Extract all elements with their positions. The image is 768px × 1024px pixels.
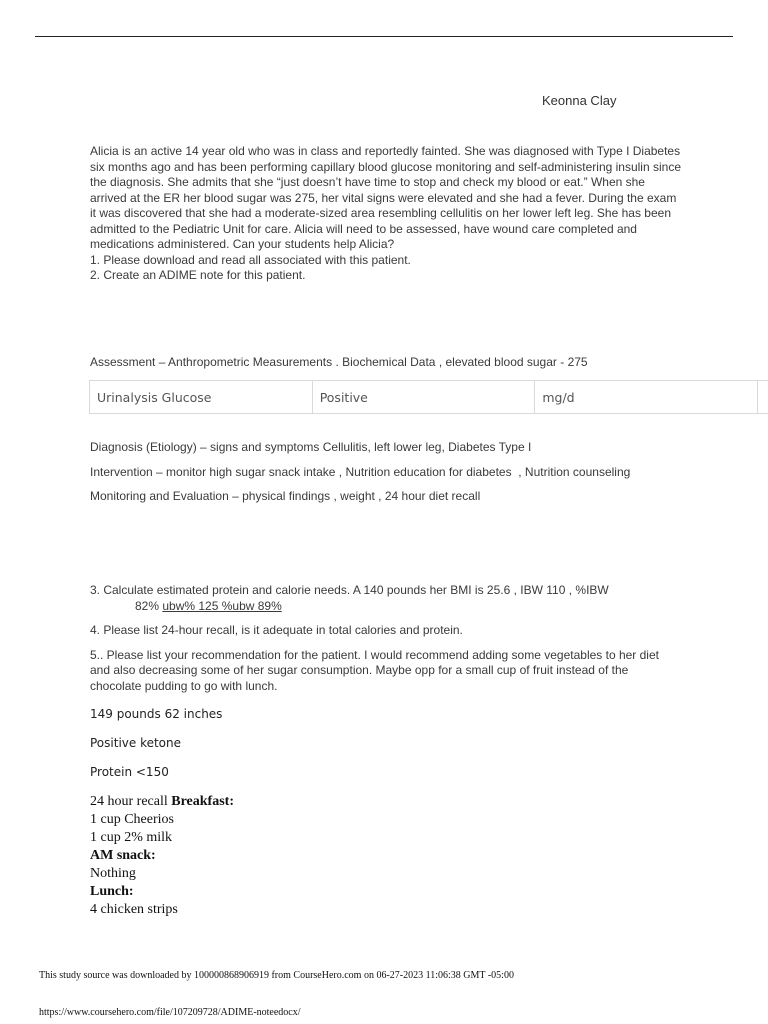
intervention-line: Intervention – monitor high sugar snack intake , Nutrition education for diabetes , Nutrition counseling: [90, 464, 631, 479]
table-row: [90, 381, 768, 414]
diet-recall: [90, 793, 234, 919]
lab-test-cell: Urinalysis Glucose: [90, 381, 313, 414]
top-rule: [35, 36, 733, 37]
question-3: [90, 583, 680, 614]
recall-heading: [90, 793, 234, 811]
recall-intro: 24 hour recall: [90, 794, 172, 809]
note-ketone: Positive ketone: [90, 736, 182, 750]
lab-result-cell: Positive: [312, 381, 535, 414]
question-4: 4. Please list 24-hour recall, is it adequate in total calories and protein.: [90, 623, 463, 637]
assessment-line: Assessment – Anthropometric Measurements . Biochemical Data , elevated blood sugar - 275: [90, 355, 588, 369]
intro-section: [90, 144, 682, 284]
question-5: 5.. Please list your recommendation for the patient. I would recommend adding some vegetables to her diet and also decreasing some of her sugar consumption. Maybe opp for a small cup of fruit instead of the chocolate pudding to go with lunch.: [90, 647, 659, 693]
adime-section: [90, 440, 680, 514]
notes-section: [90, 707, 222, 794]
am-snack-label: AM snack:: [90, 848, 156, 863]
am-snack-item: Nothing: [90, 866, 136, 881]
diagnosis-line: Diagnosis (Etiology) – signs and symptoms Cellulitis, left lower leg, Diabetes Type I: [90, 440, 532, 454]
question-3-ubw: ubw% 125 %ubw 89%: [162, 598, 282, 613]
breakfast-item: 1 cup 2% milk: [90, 830, 173, 845]
lunch-item: 4 chicken strips: [90, 902, 178, 917]
question-1: 1. Please download and read all associated with this patient.: [90, 252, 411, 267]
case-intro: Alicia is an active 14 year old who was in class and reportedly fainted. She was diagnosed with Type I Diabetes six months ago and has been performing capillary blood glucose monitoring and self-administering insulin since the diagnosis. She admits that she “just doesn’t have time to stop and check my blood or eat.” When she arrived at the ER her blood sugar was 275, her vital signs were elevated and she had a fever. During the exam it was discovered that she had a moderate-sized area resembling cellulitis on her lower left leg. She has been admitted to the Pediatric Unit for care. Alicia will need to be assessed, have wound care completed and medications administered. Can your students help Alicia?: [90, 144, 681, 251]
questions-section: [90, 583, 680, 703]
note-protein: Protein <150: [90, 765, 169, 779]
lab-unit-cell: mg/d: [535, 381, 758, 414]
question-3-ibw: 82%: [135, 598, 163, 613]
download-notice: This study source was downloaded by 100000868906919 from CourseHero.com on 06-27-2023 11:06:38 GMT -05:00: [39, 970, 514, 981]
note-weight: 149 pounds 62 inches: [90, 707, 223, 721]
question-2: 2. Create an ADIME note for this patient.: [90, 268, 306, 282]
lunch-label: Lunch:: [90, 884, 134, 899]
question-3-line1: 3. Calculate estimated protein and calorie needs. A 140 pounds her BMI is 25.6 , IBW 110 , %IBW: [90, 583, 609, 597]
lab-extra-cell: [758, 381, 768, 414]
breakfast-label: Breakfast:: [171, 794, 234, 809]
breakfast-item: 1 cup Cheerios: [90, 812, 174, 827]
question-3-line2: [90, 599, 282, 613]
author-name: Keonna Clay: [542, 93, 617, 108]
monitoring-line: Monitoring and Evaluation – physical findings , weight , 24 hour diet recall: [90, 489, 481, 503]
source-url: https://www.coursehero.com/file/107209728/ADIME-noteedocx/: [39, 1007, 301, 1018]
lab-table: [89, 380, 768, 414]
